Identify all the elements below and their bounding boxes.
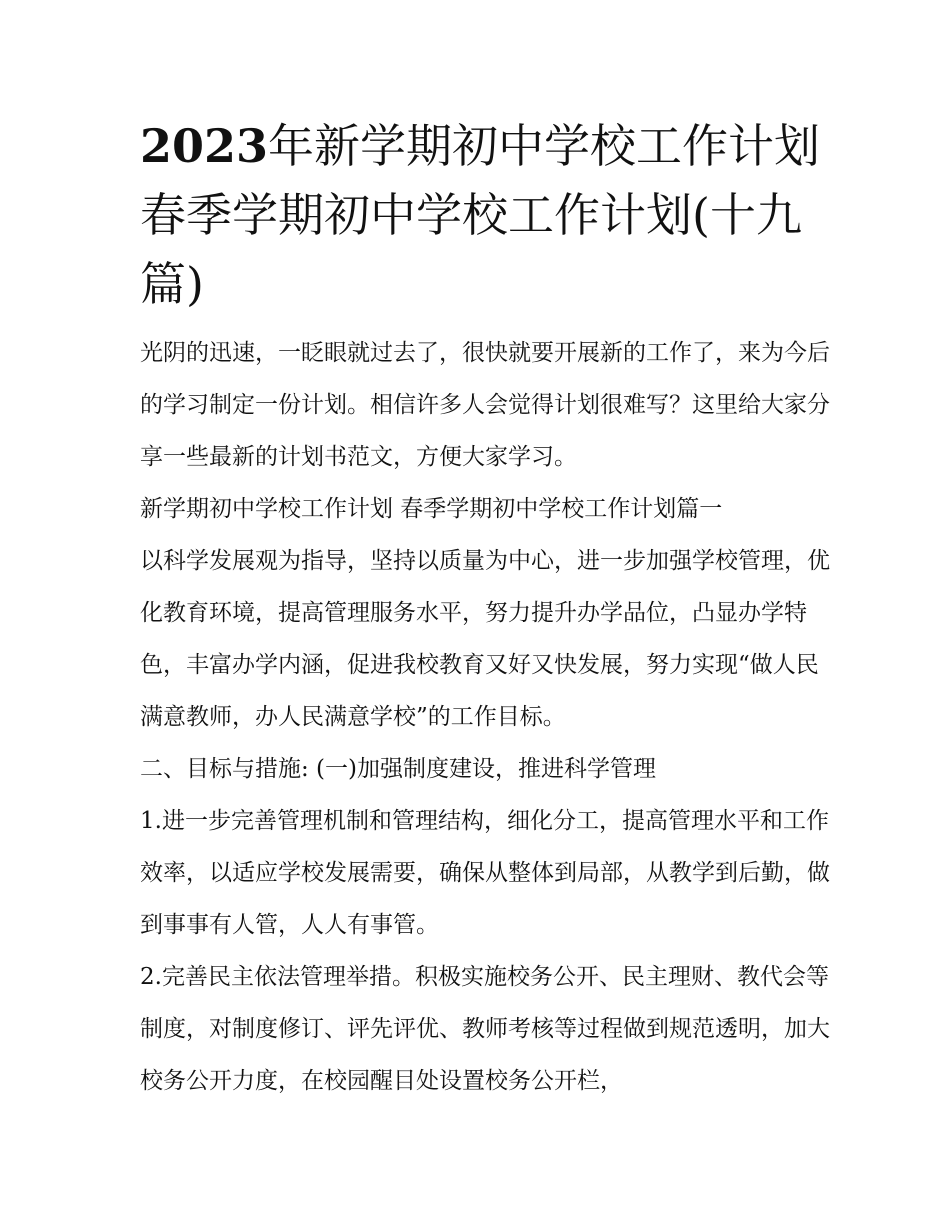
title-year: 2023	[140, 119, 269, 173]
title-text: 年新学期初中学校工作计划 春季学期初中学校工作计划(十九篇)	[140, 119, 821, 311]
guiding-paragraph: 以科学发展观为指导，坚持以质量为中心，进一步加强学校管理，优化教育环境，提高管理服务水平，努力提升办学品位，凸显办学特色，丰富办学内涵，促进我校教育又好又快发展，努力实现“做人民满意教师，办人民满意学校”的工作目标。	[140, 548, 830, 730]
document-title	[140, 112, 830, 319]
item-2-paragraph: 2.完善民主依法管理举措。积极实施校务公开、民主理财、教代会等制度，对制度修订、评先评优、教师考核等过程做到规范透明，加大校务公开力度，在校园醒目处设置校务公开栏，	[140, 964, 830, 1094]
document-page	[140, 112, 830, 1107]
intro-paragraph: 光阴的迅速，一眨眼就过去了，很快就要开展新的工作了，来为今后的学习制定一份计划。相信许多人会觉得计划很难写？这里给大家分享一些最新的计划书范文，方便大家学习。	[140, 340, 830, 470]
item-1-paragraph: 1.进一步完善管理机制和管理结构，细化分工，提高管理水平和工作效率，以适应学校发展需要，确保从整体到局部，从教学到后勤，做到事事有人管，人人有事管。	[140, 808, 830, 938]
goals-heading: 二、目标与措施: (一)加强制度建设，推进科学管理	[140, 756, 657, 782]
section-heading: 新学期初中学校工作计划 春季学期初中学校工作计划篇一	[140, 496, 723, 522]
